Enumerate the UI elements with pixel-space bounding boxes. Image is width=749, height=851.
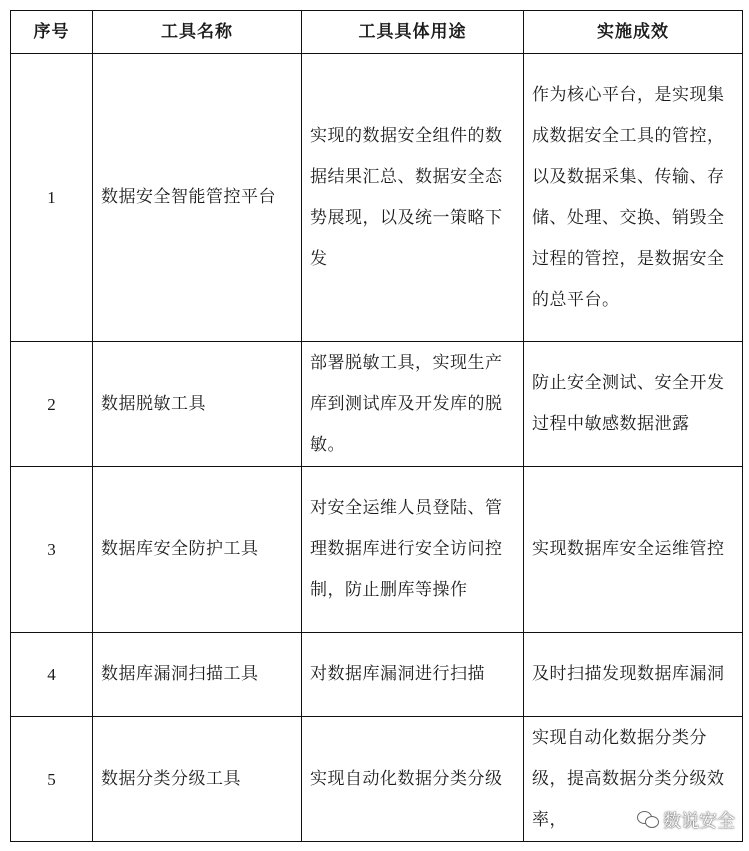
- row-effect: 防止安全测试、安全开发过程中敏感数据泄露: [524, 342, 743, 467]
- watermark: [637, 807, 735, 833]
- table-row: [11, 717, 743, 842]
- row-no: 4: [11, 633, 93, 717]
- row-tool-name: 数据脱敏工具: [93, 342, 302, 467]
- row-tool-usage: 对数据库漏洞进行扫描: [302, 633, 524, 717]
- row-effect: 实现数据库安全运维管控: [524, 467, 743, 633]
- table-row: [11, 633, 743, 717]
- row-tool-name: 数据库漏洞扫描工具: [93, 633, 302, 717]
- row-tool-usage: 实现的数据安全组件的数据结果汇总、数据安全态势展现，以及统一策略下发: [302, 54, 524, 342]
- header-tool-name: 工具名称: [93, 11, 302, 54]
- table-row: [11, 342, 743, 467]
- table-row: [11, 467, 743, 633]
- header-effect: 实施成效: [524, 11, 743, 54]
- wechat-icon: [637, 811, 659, 829]
- row-effect: 实现自动化数据分类分级，提高数据分类分级效率，: [524, 717, 743, 842]
- row-tool-usage: 实现自动化数据分类分级: [302, 717, 524, 842]
- row-no: 3: [11, 467, 93, 633]
- row-effect: 作为核心平台，是实现集成数据安全工具的管控，以及数据采集、传输、存储、处理、交换、销毁全过程的管控，是数据安全的总平台。: [524, 54, 743, 342]
- header-row: [11, 11, 743, 54]
- header-tool-usage: 工具具体用途: [302, 11, 524, 54]
- row-no: 1: [11, 54, 93, 342]
- row-tool-name: 数据安全智能管控平台: [93, 54, 302, 342]
- header-no: 序号: [11, 11, 93, 54]
- row-tool-name: 数据分类分级工具: [93, 717, 302, 842]
- row-no: 2: [11, 342, 93, 467]
- row-tool-usage: 部署脱敏工具，实现生产库到测试库及开发库的脱敏。: [302, 342, 524, 467]
- table-row: [11, 54, 743, 342]
- row-tool-usage: 对安全运维人员登陆、管理数据库进行安全访问控制，防止删库等操作: [302, 467, 524, 633]
- row-no: 5: [11, 717, 93, 842]
- row-effect: 及时扫描发现数据库漏洞: [524, 633, 743, 717]
- watermark-text: 数说安全: [663, 811, 735, 832]
- row-tool-name: 数据库安全防护工具: [93, 467, 302, 633]
- tools-table: [10, 10, 743, 842]
